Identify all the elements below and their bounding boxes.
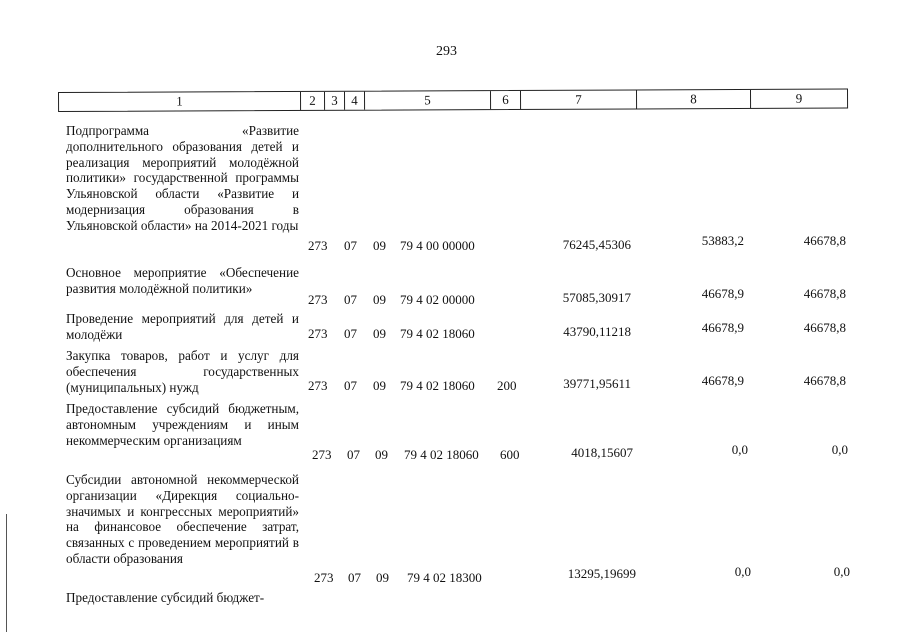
header-col-6: 6 — [491, 91, 521, 109]
scan-edge-line — [6, 514, 7, 632]
row-amount-2021: 0,0 — [833, 564, 850, 579]
header-col-4: 4 — [345, 92, 365, 110]
row-code-subsection: 09 — [373, 292, 386, 307]
row-code-expense-type: 200 — [497, 378, 517, 393]
row-amount-2021: 46678,8 — [803, 320, 846, 335]
header-col-7: 7 — [521, 90, 637, 109]
row-code-section: 07 — [344, 326, 357, 341]
table-header — [58, 89, 848, 112]
row-amount-2020: 46678,9 — [701, 320, 744, 335]
header-col-8: 8 — [637, 90, 751, 108]
row-code-section: 07 — [348, 570, 361, 585]
row-description: Проведение мероприятий для детей и молодёжи — [66, 311, 299, 342]
page-number: 293 — [436, 44, 457, 59]
header-col-9: 9 — [795, 90, 803, 106]
row-code-chapter: 273 — [312, 447, 332, 462]
row-code-target: 79 4 00 00000 — [400, 238, 475, 253]
row-description: Субсидии автономной некоммерческой организации «Дирекция социально-значимых и конгрессных мероприятий» на финансовое обеспечение затрат, связанных с проведением мероприятий в области образования — [66, 472, 299, 566]
row-code-subsection: 09 — [373, 238, 386, 253]
row-amount-2021: 46678,8 — [803, 233, 846, 248]
row-description: Подпрограмма «Развитие дополнительного образования детей и реализация мероприятий молодёжной политики» государственной программы Ульяновской области «Развитие и модернизация образования в Ульяновской области» на 2014-2021 годы — [66, 123, 299, 233]
row-amount-2019: 43790,11218 — [563, 324, 631, 339]
row-code-subsection: 09 — [373, 378, 386, 393]
row-amount-2020: 0,0 — [731, 442, 748, 457]
header-col-5: 5 — [365, 91, 491, 110]
row-code-target: 79 4 02 18060 — [400, 326, 475, 341]
row-code-chapter: 273 — [314, 570, 334, 585]
row-code-expense-type: 600 — [500, 447, 520, 462]
row-code-chapter: 273 — [308, 238, 328, 253]
header-col-3: 3 — [325, 92, 345, 110]
row-code-section: 07 — [347, 447, 360, 462]
row-amount-2020: 46678,9 — [701, 286, 744, 301]
row-description: Предоставление субсидий бюджет- — [66, 590, 265, 605]
row-amount-2020: 0,0 — [734, 564, 751, 579]
row-code-subsection: 09 — [375, 447, 388, 462]
row-code-target: 79 4 02 18060 — [400, 378, 475, 393]
row-amount-2020: 46678,9 — [701, 373, 744, 388]
header-col-1: 1 — [59, 92, 301, 111]
row-amount-2020: 53883,2 — [701, 233, 744, 248]
row-code-subsection: 09 — [373, 326, 386, 341]
row-code-target: 79 4 02 18060 — [404, 447, 479, 462]
row-code-target: 79 4 02 00000 — [400, 292, 475, 307]
row-code-section: 07 — [344, 238, 357, 253]
row-description: Предоставление субсидий бюджетным, автономным учреждениям и иным некоммерческим организациям — [66, 401, 299, 448]
row-amount-2019: 57085,30917 — [562, 290, 631, 305]
row-code-section: 07 — [344, 378, 357, 393]
row-code-chapter: 273 — [308, 326, 328, 341]
row-code-subsection: 09 — [376, 570, 389, 585]
row-amount-2019: 4018,15607 — [571, 445, 633, 460]
row-description: Основное мероприятие «Обеспечение развития молодёжной политики» — [66, 265, 299, 296]
row-code-chapter: 273 — [308, 292, 328, 307]
row-code-chapter: 273 — [308, 378, 328, 393]
row-code-section: 07 — [344, 292, 357, 307]
row-amount-2019: 39771,95611 — [563, 376, 631, 391]
row-amount-2021: 46678,8 — [803, 373, 846, 388]
row-code-target: 79 4 02 18300 — [407, 570, 482, 585]
row-amount-2021: 46678,8 — [803, 286, 846, 301]
row-description: Закупка товаров, работ и услуг для обеспечения государственных (муниципальных) нужд — [66, 348, 299, 395]
row-amount-2021: 0,0 — [831, 442, 848, 457]
header-col-2: 2 — [301, 92, 325, 110]
row-amount-2019: 13295,19699 — [567, 566, 636, 581]
row-amount-2019: 76245,45306 — [562, 237, 631, 252]
